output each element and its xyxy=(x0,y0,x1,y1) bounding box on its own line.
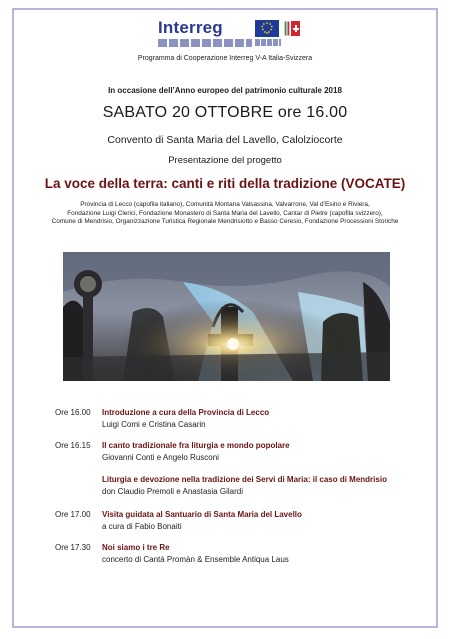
program-time: Ore 17.30 xyxy=(55,543,91,552)
partners-line: Fondazione Luigi Clerici, Fondazione Monastero di Santa Maria del Lavello, Cantar di Pietre (capofila svizzero), xyxy=(67,209,383,217)
italy-flag-icon xyxy=(284,21,290,36)
interreg-wordmark: Interreg xyxy=(158,18,223,37)
program-time: Ore 16.15 xyxy=(55,441,91,450)
program-title: Liturgia e devozione nella tradizione dei Servi di Maria: il caso di Mendrisio xyxy=(102,475,387,484)
program-speakers: concerto di Cantà Promàn & Ensemble Antiqua Laus xyxy=(102,555,289,564)
logo-tagline-graphic xyxy=(158,39,252,47)
eu-flag-icon xyxy=(255,20,279,37)
program-speakers: a cura di Fabio Bonaiti xyxy=(102,522,182,531)
event-date: SABATO 20 OTTOBRE ore 16.00 xyxy=(102,104,348,121)
program-title: Visita guidata al Santuario di Santa Maria del Lavello xyxy=(102,510,302,519)
program-speakers: Luigi Comi e Cristina Casarin xyxy=(102,420,206,429)
program-speakers: don Claudio Premoli e Anastasia Gilardi xyxy=(102,487,243,496)
interreg-logo xyxy=(158,18,300,50)
programme-line: Programma di Cooperazione Interreg V-A Italia-Svizzera xyxy=(137,55,313,62)
partners-list xyxy=(12,201,438,227)
program-title: Il canto tradizionale fra liturgia e mondo popolare xyxy=(102,441,290,450)
project-title: La voce della terra: canti e riti della tradizione (VOCATE) xyxy=(44,176,406,191)
program-title: Introduzione a cura della Provincia di Lecco xyxy=(102,408,270,417)
presentation-label: Presentazione del progetto xyxy=(168,155,282,166)
partners-line: Comune di Mendrisio, Organizzazione Turistica Regionale Mendrisiotto e Basso Ceresio, Fondazione Processioni Storiche xyxy=(51,218,399,226)
program-title: Noi siamo i tre Re xyxy=(102,543,170,552)
eu-caption-graphic xyxy=(255,39,281,46)
event-photo xyxy=(63,252,390,381)
program-time: Ore 16.00 xyxy=(55,408,91,417)
occasion-line: In occasione dell’Anno europeo del patrimonio culturale 2018 xyxy=(108,86,342,95)
program-time: Ore 17.00 xyxy=(55,510,91,519)
swiss-flag-icon xyxy=(291,21,300,36)
program-speakers: Giovanni Conti e Angelo Rusconi xyxy=(102,453,219,462)
event-venue: Convento di Santa Maria del Lavello, Calolziocorte xyxy=(107,134,343,146)
partners-line: Provincia di Lecco (capofila italiano), Comunità Montana Valsassina, Valvarrone, Val d’Esino e Riviera, xyxy=(80,201,370,208)
